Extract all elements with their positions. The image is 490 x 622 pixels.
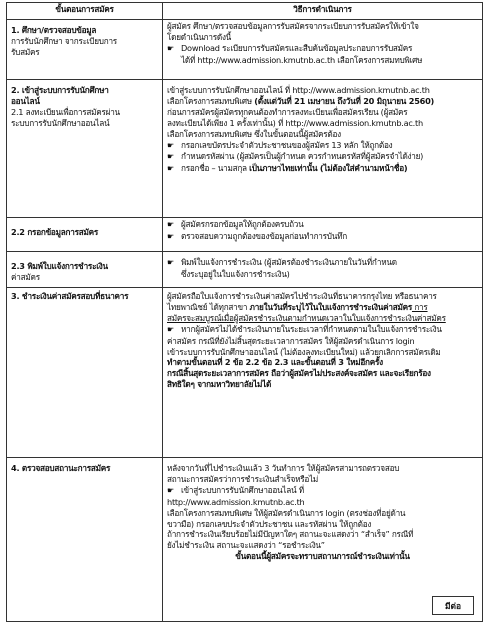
method-text: ภายในวันที่ระบุไว้ในใบแจ้งการชำระเงินค่าสมัคร [249, 301, 412, 312]
method-text: กรอกเลขบัตรประจำตัวประชาชนของผู้สมัคร 13 หลัก ให้ถูกต้อง [181, 139, 393, 150]
pointing-hand-icon: ☛ [167, 164, 174, 174]
method-text: เข้าสู่ระบบการรับนักศึกษาออนไลน์ ที่ [181, 484, 304, 495]
step-text: 4. ตรวจสอบสถานะการสมัคร [11, 463, 111, 473]
pointing-hand-icon: ☛ [167, 324, 174, 334]
method-text: เลือกโครงการสมทบพิเศษ ให้ผู้สมัครดำเนินการ login (ตรงช่องที่อยู่ด้าน [167, 507, 406, 518]
step-text: ออนไลน์ [11, 95, 40, 106]
table-header-row [7, 3, 483, 20]
step-text: รับสมัคร [11, 46, 40, 57]
method-text: กำหนดรหัสผ่าน (ผู้สมัครเป็นผู้กำหนด ควรกำหนดรหัสที่ผู้สมัครจำได้ง่าย) [181, 151, 424, 162]
method-text: ได้ที่ http://www.admission.kmutnb.ac.th เลือกโครงการสมทบพิเศษ [181, 54, 423, 65]
method-text: สมัครจะสมบูรณ์เมื่อผู้สมัครชำระเงินตามกำหนดเวลาในใบแจ้งการชำระเงินค่าสมัคร [167, 312, 446, 323]
step-text: 2.2 กรอกข้อมูลการสมัคร [11, 227, 98, 237]
method-text: กรณีสิ้นสุดระยะเวลาการสมัคร ถือว่าผู้สมัครไม่ประสงค์จะสมัคร และจะเรียกร้อง [167, 368, 431, 379]
table-row [7, 218, 483, 252]
method-text: ผู้สมัครถือใบแจ้งการชำระเงินค่าสมัครไปชำระเงินที่ธนาคารกรุงไทย หรือธนาคาร [167, 291, 437, 301]
method-cell [163, 80, 483, 218]
method-text: โดยดำเนินการดังนี้ [167, 31, 232, 42]
method-text: ถ้าการชำระเงินเรียบร้อยไม่มีปัญหาใดๆ สถานะจะแสดงว่า “สำเร็จ” กรณีที่ [167, 529, 414, 540]
continue-label: มีต่อ [432, 596, 474, 615]
pointing-hand-icon: ☛ [167, 140, 174, 150]
method-text: เลือกโครงการสมทบพิเศษ ซึ่งในขั้นตอนนี้ผู้สมัครต้อง [167, 128, 341, 139]
header-method: วิธีการดำเนินการ [163, 3, 483, 20]
method-text: ก่อนการสมัครผู้สมัครทุกคนต้องทำการลงทะเบียนเพื่อสมัครเรียน (ผู้สมัคร [167, 106, 408, 117]
step-text: 2.3 พิมพ์ใบแจ้งการชำระเงิน [11, 261, 108, 271]
table-row [7, 458, 483, 622]
step-text: 2. เข้าสู่ระบบการรับนักศึกษา [11, 85, 109, 95]
step-cell [7, 80, 163, 218]
method-text: ยังไม่ชำระเงิน สถานะจะแสดงว่า “รอชำระเงิน” [167, 540, 325, 551]
step-cell [7, 288, 163, 458]
method-text: สิทธิใดๆ จากมหาวิทยาลัยไม่ได้ [167, 379, 272, 390]
method-cell [163, 288, 483, 458]
pointing-hand-icon: ☛ [167, 152, 174, 162]
table-row [7, 288, 483, 458]
method-cell [163, 20, 483, 80]
step-text: การรับนักศึกษา จากระเบียบการ [11, 35, 117, 46]
method-text: การ [411, 301, 428, 312]
method-text: เข้าสู่ระบบการรับนักศึกษาออนไลน์ ที่ http://www.admission.kmutnb.ac.th [167, 85, 430, 95]
step-cell [7, 218, 163, 252]
method-text: ค่าสมัคร กรณีที่ยังไม่สิ้นสุดระยะเวลาการสมัคร ให้ผู้สมัครดำเนินการ login [167, 335, 415, 346]
table-row [7, 80, 483, 218]
step-text: 2.1 ลงทะเบียนเพื่อการสมัครผ่าน [11, 106, 120, 117]
method-text: ผู้สมัครกรอกข้อมูลให้ถูกต้องครบถ้วน [181, 219, 304, 229]
pointing-hand-icon: ☛ [167, 231, 174, 241]
method-text: ซึ่งระบุอยู่ในใบแจ้งการชำระเงิน) [181, 268, 290, 279]
step-text: ค่าสมัคร [11, 271, 40, 282]
method-text: Download ระเบียบการรับสมัครและสืบค้นข้อมูลประกอบการรับสมัคร [181, 42, 413, 53]
method-text: สถานะการสมัครว่าการชำระเงินสำเร็จหรือไม่ [167, 473, 319, 484]
method-cell [163, 218, 483, 252]
method-text: (ตั้งแต่วันที่ 21 เมษายน ถึงวันที่ 20 มิถุนายน 2560) [254, 95, 435, 106]
method-text: หากผู้สมัครไม่ได้ชำระเงินภายในระยะเวลาที่กำหนดตามในใบแจ้งการชำระเงิน [181, 323, 442, 334]
method-text: ขั้นตอนนี้ผู้สมัครจะทราบสถานการณ์ชำระเงินเท่านั้น [235, 551, 410, 562]
pointing-hand-icon: ☛ [167, 258, 174, 267]
method-text: ตรวจสอบความถูกต้องของข้อมูลก่อนทำการบันทึก [181, 230, 347, 241]
method-text: เข้าระบบการรับนักศึกษาออนไลน์ (ไม่ต้องลงทะเบียนใหม่) แล้วยกเลิกการสมัครเดิม [167, 346, 441, 357]
table-row [7, 252, 483, 288]
step-cell [7, 252, 163, 288]
admission-link[interactable]: http://www.admission.kmutnb.ac.th [167, 496, 305, 507]
step-text: ระบบการรับนักศึกษาออนไลน์ [11, 117, 110, 128]
method-text: พิมพ์ใบแจ้งการชำระเงิน (ผู้สมัครต้องชำระเงินภายในวันที่กำหนด [181, 257, 397, 267]
pointing-hand-icon: ☛ [167, 43, 174, 53]
method-text: ทำตามขั้นตอนที่ 2 ข้อ 2.2 ข้อ 2.3 และขั้นตอนที่ 3 ใหม่อีกครั้ง [167, 357, 383, 368]
method-text: ผู้สมัคร ศึกษา/ตรวจสอบข้อมูลการรับสมัครจากระเบียบการรับสมัครให้เข้าใจ [167, 21, 419, 31]
method-text: ขวามือ) กรอกเลขประจำตัวประชาชน และรหัสผ่าน ให้ถูกต้อง [167, 518, 372, 529]
header-step: ขั้นตอนการสมัคร [7, 3, 163, 20]
application-steps-table [6, 2, 483, 622]
step-cell [7, 20, 163, 80]
step-text: 3. ชำระเงินค่าสมัครสอบที่ธนาคาร [11, 291, 129, 301]
pointing-hand-icon: ☛ [167, 485, 174, 495]
step-text: 1. ศึกษา/ตรวจสอบข้อมูล [11, 25, 97, 35]
method-text: เลือกโครงการสมทบพิเศษ [167, 95, 255, 106]
step-cell [7, 458, 163, 622]
method-cell [163, 252, 483, 288]
pointing-hand-icon: ☛ [167, 220, 174, 229]
method-text: ลงทะเบียนได้เพียง 1 ครั้งเท่านั้น) ที่ http://www.admission.kmutnb.ac.th [167, 117, 423, 128]
method-text: เป็นภาษาไทยเท่านั้น (ไม่ต้องใส่คำนามหน้าชื่อ) [249, 163, 408, 174]
method-text: ไทยพาณิชย์ ได้ทุกสาขา [167, 301, 250, 312]
method-text: หลังจากวันที่ไปชำระเงินแล้ว 3 วันทำการ ให้ผู้สมัครสามารถตรวจสอบ [167, 463, 400, 473]
method-text: กรอกชื่อ – นามสกุล [181, 163, 250, 174]
table-row [7, 20, 483, 80]
